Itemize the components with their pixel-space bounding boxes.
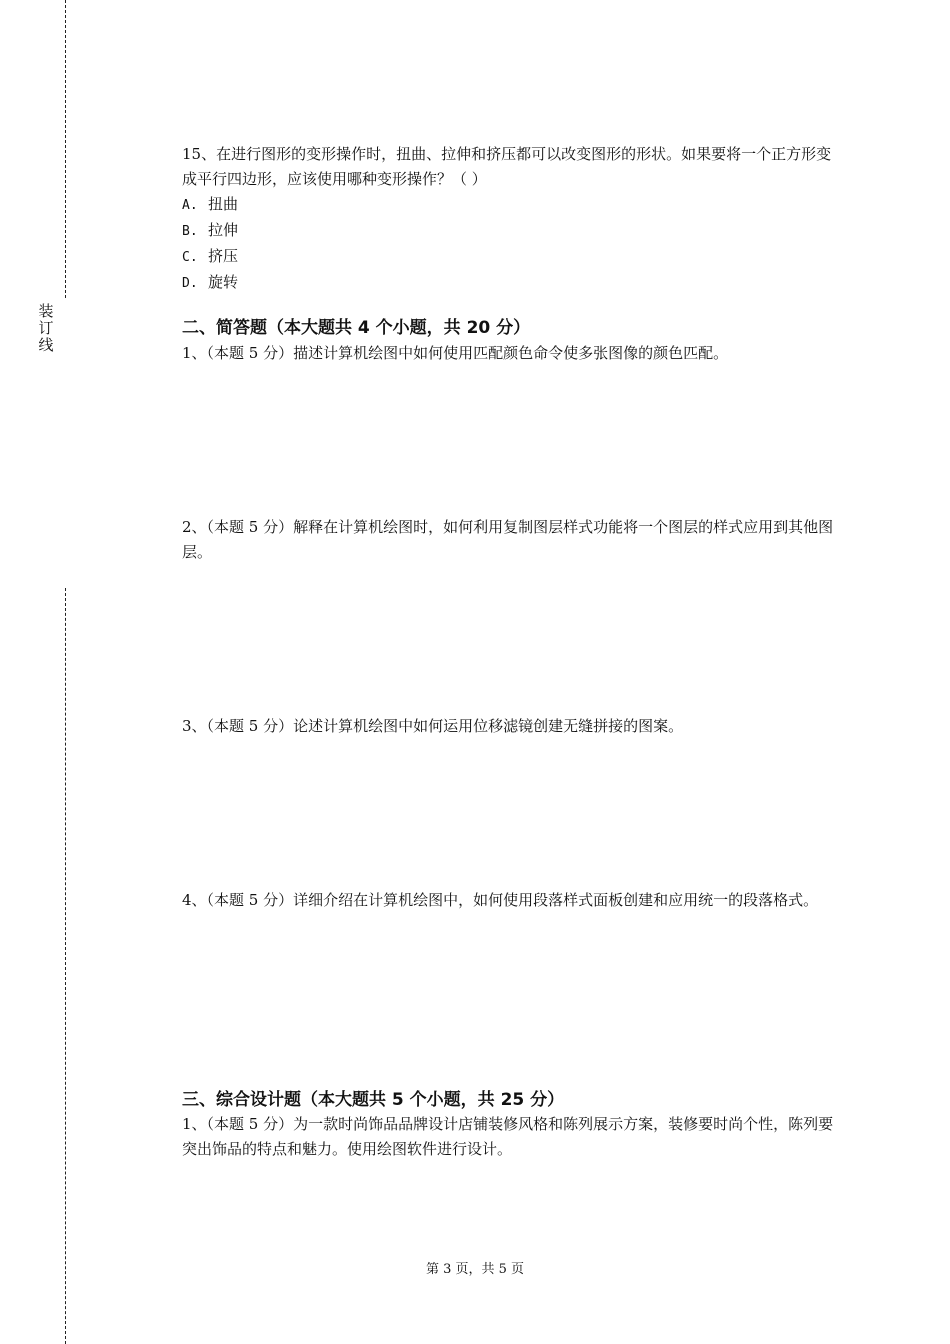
option-letter: C. xyxy=(182,250,198,265)
binding-char: 装 xyxy=(38,302,54,320)
question-text: 3、（本题 5 分）论述计算机绘图中如何运用位移滤镜创建无缝拼接的图案。 xyxy=(182,717,684,735)
section-heading: 二、简答题（本大题共 4 个小题，共 20 分） xyxy=(182,318,531,338)
section-2-question-4 xyxy=(182,888,842,913)
section-2-question-3 xyxy=(182,714,842,739)
section-2-question-1 xyxy=(182,341,842,366)
binding-char: 订 xyxy=(38,319,54,337)
binding-char: 线 xyxy=(38,336,54,354)
question-text: 1、（本题 5 分）为一款时尚饰品品牌设计店铺装修风格和陈列展示方案，装修要时尚个性，陈列要突出饰品的特点和魅力。使用绘图软件进行设计。 xyxy=(182,1115,834,1158)
question-text: 1、（本题 5 分）描述计算机绘图中如何使用匹配颜色命令使多张图像的颜色匹配。 xyxy=(182,344,729,362)
section-2-title xyxy=(182,315,842,341)
binding-label xyxy=(36,303,56,354)
question-15 xyxy=(182,142,842,296)
option-d xyxy=(182,270,842,296)
option-letter: B. xyxy=(182,224,198,239)
question-text: 2、（本题 5 分）解释在计算机绘图时，如何利用复制图层样式功能将一个图层的样式应用到其他图层。 xyxy=(182,518,834,561)
option-b xyxy=(182,218,842,244)
question-text: 4、（本题 5 分）详细介绍在计算机绘图中，如何使用段落样式面板创建和应用统一的段落格式。 xyxy=(182,891,819,909)
option-a xyxy=(182,192,842,218)
section-3-title xyxy=(182,1087,842,1113)
binding-dashed-line-bottom xyxy=(65,588,66,1344)
option-c xyxy=(182,244,842,270)
question-15-stem: 15、在进行图形的变形操作时，扭曲、拉伸和挤压都可以改变图形的形状。如果要将一个正方形变成平行四边形，应该使用哪种变形操作？（ ） xyxy=(182,145,832,188)
section-3-question-1 xyxy=(182,1112,842,1162)
option-text: 挤压 xyxy=(208,247,239,265)
option-text: 扭曲 xyxy=(208,195,239,213)
option-letter: A. xyxy=(182,198,198,213)
binding-dashed-line-top xyxy=(65,0,66,298)
section-heading: 三、综合设计题（本大题共 5 个小题，共 25 分） xyxy=(182,1090,565,1110)
option-text: 旋转 xyxy=(208,273,239,291)
section-2-question-2 xyxy=(182,515,842,565)
page-footer: 第 3 页，共 5 页 xyxy=(425,1262,525,1277)
option-text: 拉伸 xyxy=(208,221,239,239)
option-letter: D. xyxy=(182,276,198,291)
